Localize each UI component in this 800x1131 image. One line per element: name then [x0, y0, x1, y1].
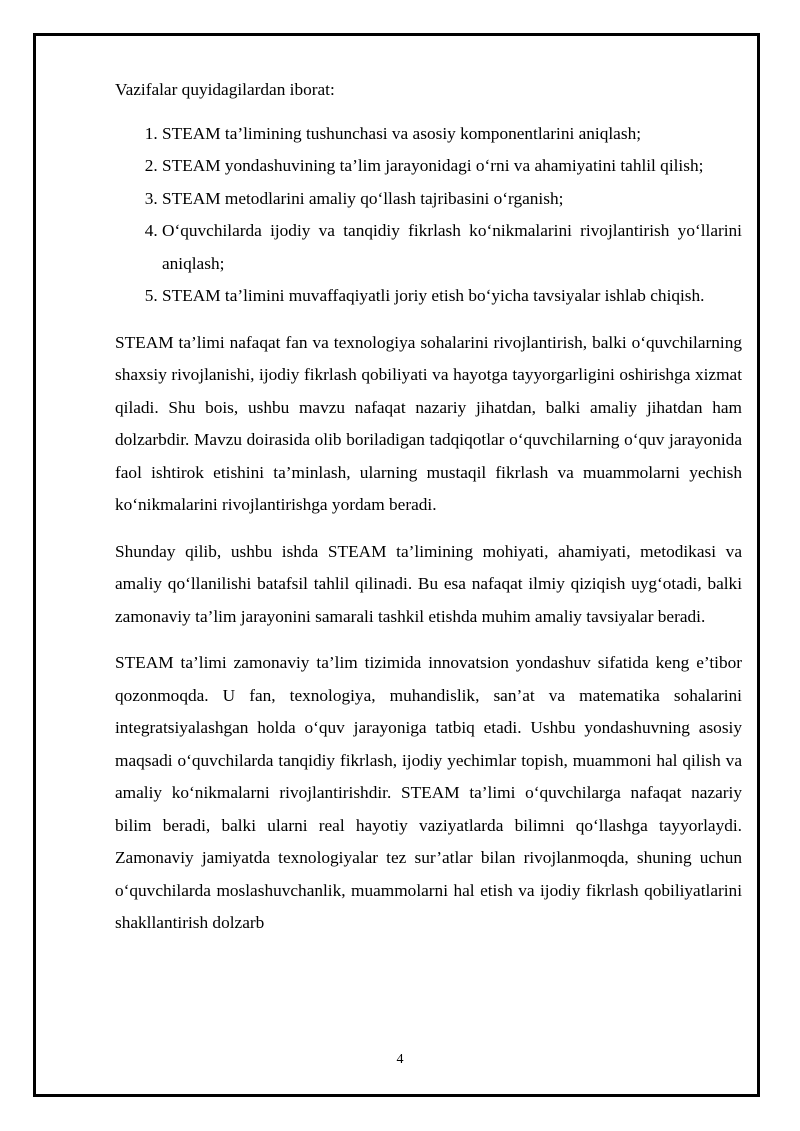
- document-body: [115, 74, 742, 954]
- body-paragraph: STEAM ta’limi nafaqat fan va texnologiya sohalarini rivojlantirish, balki o‘quvchilarning shaxsiy rivojlanishi, ijodiy fikrlash qobiliyati va hayotga tayyorgarligini oshirishga xizmat qiladi. Shu bois, ushbu mavzu nafaqat nazariy jihatdan, balki amaliy jihatdan ham dolzarbdir. Mavzu doirasida olib boriladigan tadqiqotlar o‘quvchilarning o‘quv jarayonida faol ishtirok etishini ta’minlash, ularning mustaqil fikrlash va muammolarni yechish ko‘nikmalarini rivojlantirishga yordam beradi.: [115, 332, 742, 514]
- task-item: 4. O‘quvchilarda ijodiy va tanqidiy fikrlash ko‘nikmalarini rivojlantirish yo‘llarini aniqlash;: [162, 215, 742, 280]
- page-number: 4: [396, 1052, 404, 1067]
- tasks-list: [115, 118, 742, 313]
- task-item: 2. STEAM yondashuvining ta’lim jarayonidagi o‘rni va ahamiyatini tahlil qilish;: [162, 150, 742, 183]
- body-paragraph: STEAM ta’limi zamonaviy ta’lim tizimida innovatsion yondashuv sifatida keng e’tibor qozonmoqda. U fan, texnologiya, muhandislik, san’at va matematika sohalarini integratsiyalashgan holda o‘quv jarayoniga tatbiq etadi. Ushbu yondashuvning asosiy maqsadi o‘quvchilarda tanqidiy fikrlash, ijodiy yechimlar topish, muammoni hal qilish va amaliy ko‘nikmalarni rivojlantirishdir. STEAM ta’limi o‘quvchilarga nafaqat nazariy bilim beradi, balki ularni real hayotiy vaziyatlarda bilimni qo‘llashga tayyorlaydi. Zamonaviy jamiyatda texnologiyalar tez sur’atlar bilan rivojlanmoqda, shuning uchun o‘quvchilarda moslashuvchanlik, muammolarni hal etish va ijodiy fikrlash qobiliyatlarini shakllantirish dolzarb: [115, 653, 742, 932]
- task-item: 5. STEAM ta’limini muvaffaqiyatli joriy etish bo‘yicha tavsiyalar ishlab chiqish.: [162, 280, 742, 313]
- task-item: 1. STEAM ta’limining tushunchasi va asosiy komponentlarini aniqlash;: [162, 118, 742, 151]
- task-item: 3. STEAM metodlarini amaliy qo‘llash tajribasini o‘rganish;: [162, 183, 742, 216]
- body-paragraph: Shunday qilib, ushbu ishda STEAM ta’limining mohiyati, ahamiyati, metodikasi va amaliy qo‘llanilishi batafsil tahlil qilinadi. Bu esa nafaqat ilmiy qiziqish uyg‘otadi, balki zamonaviy ta’lim jarayonini samarali tashkil etishda muhim amaliy tavsiyalar beradi.: [115, 541, 742, 626]
- tasks-intro: Vazifalar quyidagilardan iborat:: [115, 80, 335, 99]
